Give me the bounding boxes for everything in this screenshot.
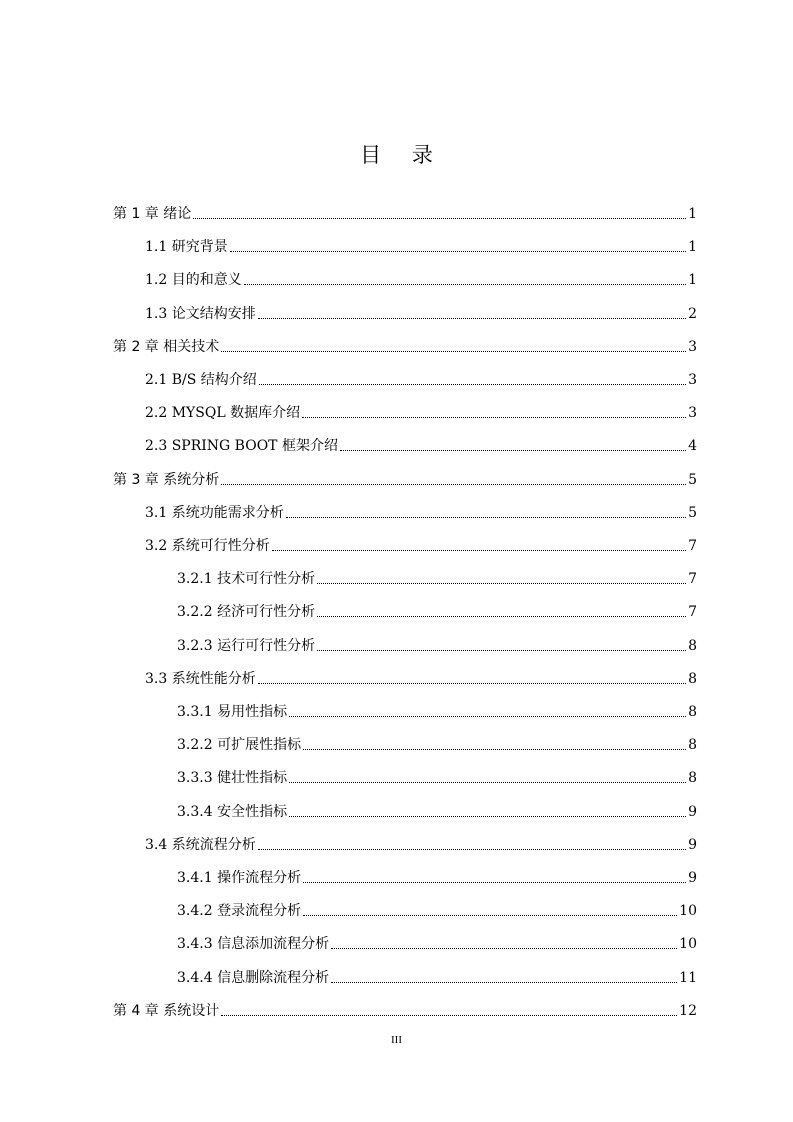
dot-leader xyxy=(286,516,686,518)
toc-entry-page: 10 xyxy=(679,903,697,920)
toc-entry-label: 3.4.3 信息添加流程分析 xyxy=(177,936,330,953)
toc-entry-label: 1.1 研究背景 xyxy=(145,239,228,256)
toc-entry-page: 7 xyxy=(688,538,697,554)
toc-entry-page: 3 xyxy=(688,405,697,422)
toc-entry-page: 8 xyxy=(688,770,697,787)
toc-entry[interactable] xyxy=(177,601,697,621)
toc-entry-page: 5 xyxy=(688,471,697,488)
toc-entry-page: 5 xyxy=(688,504,697,521)
dot-leader xyxy=(303,881,686,883)
page-number: III xyxy=(391,1034,402,1046)
toc-entry-label: 3.2.3 运行可行性分析 xyxy=(177,637,316,654)
dot-leader xyxy=(317,582,686,584)
toc-entry-label: 3.3.3 健壮性指标 xyxy=(177,770,288,787)
toc-entry-label: 3.2.2 可扩展性指标 xyxy=(177,737,302,754)
toc-entry-label: 3.2.2 经济可行性分析 xyxy=(177,604,316,621)
toc-entry[interactable] xyxy=(145,269,697,289)
toc-entry-label: 3.4 系统流程分析 xyxy=(145,836,256,853)
toc-entry-page: 3 xyxy=(688,372,697,388)
toc-entry-page: 8 xyxy=(688,704,697,720)
toc-entry[interactable] xyxy=(145,502,697,522)
dot-leader xyxy=(331,981,677,983)
toc-entry-page: 7 xyxy=(688,571,697,588)
toc-entry[interactable] xyxy=(113,336,697,356)
dot-leader xyxy=(244,283,686,285)
toc-entry-label: 3.4.1 操作流程分析 xyxy=(177,870,302,886)
dot-leader xyxy=(289,781,686,783)
toc-entry[interactable] xyxy=(177,767,697,787)
toc-entry-label: 3.4.4 信息删除流程分析 xyxy=(177,969,330,986)
toc-entry-label: 第 4 章 系统设计 xyxy=(113,1002,220,1019)
toc-entry-page: 9 xyxy=(688,870,697,886)
toc-entry-page: 12 xyxy=(679,1002,697,1019)
toc-entry[interactable] xyxy=(145,236,697,256)
toc-entry[interactable] xyxy=(145,668,697,688)
toc-entry-page: 9 xyxy=(688,836,697,853)
toc-entry[interactable] xyxy=(113,203,697,223)
dot-leader xyxy=(317,615,686,617)
dot-leader xyxy=(221,350,686,352)
toc-entry[interactable] xyxy=(177,701,697,721)
dot-leader xyxy=(303,748,686,750)
toc-entry-label: 3.3 系统性能分析 xyxy=(145,670,256,687)
toc-entry-label: 3.2 系统可行性分析 xyxy=(145,538,270,554)
toc-entry[interactable] xyxy=(145,402,697,422)
toc-entry[interactable] xyxy=(177,967,697,987)
dot-leader xyxy=(258,848,686,850)
toc-entry-page: 1 xyxy=(688,239,697,256)
toc-entry-label: 3.3.4 安全性指标 xyxy=(177,803,288,820)
dot-leader xyxy=(340,449,686,451)
toc-entry-page: 8 xyxy=(688,670,697,687)
toc-entry-label: 3.1 系统功能需求分析 xyxy=(145,504,284,521)
dot-leader xyxy=(303,914,677,916)
toc-entry-page: 9 xyxy=(688,803,697,820)
dot-leader xyxy=(230,250,686,252)
dot-leader xyxy=(272,549,686,551)
toc-entry-label: 3.2.1 技术可行性分析 xyxy=(177,571,316,588)
toc-entry-label: 1.3 论文结构安排 xyxy=(145,305,256,322)
toc-entry[interactable] xyxy=(145,435,697,455)
toc-entry-page: 8 xyxy=(688,637,697,654)
toc-entry[interactable] xyxy=(113,1000,697,1020)
toc-entry-page: 7 xyxy=(688,604,697,621)
toc-entry[interactable] xyxy=(177,900,697,920)
dot-leader xyxy=(259,383,686,385)
dot-leader xyxy=(221,483,686,485)
toc-entry-page: 1 xyxy=(688,206,697,222)
toc-entry-label: 3.4.2 登录流程分析 xyxy=(177,903,302,920)
toc-entry-page: 4 xyxy=(688,438,697,455)
toc-entry[interactable] xyxy=(177,568,697,588)
dot-leader xyxy=(221,1014,677,1016)
toc-entry[interactable] xyxy=(145,834,697,854)
toc-entry[interactable] xyxy=(177,635,697,655)
toc-entry[interactable] xyxy=(177,734,697,754)
dot-leader xyxy=(331,947,677,949)
toc-entry-page: 1 xyxy=(688,272,697,289)
dot-leader xyxy=(317,649,686,651)
toc-entry[interactable] xyxy=(177,867,697,887)
toc-entry-label: 2.3 SPRING BOOT 框架介绍 xyxy=(145,438,338,455)
toc-entry-label: 第 3 章 系统分析 xyxy=(113,471,220,488)
dot-leader xyxy=(289,815,686,817)
toc-entry[interactable] xyxy=(177,801,697,821)
toc-entry-page: 2 xyxy=(688,305,697,322)
toc-entry-label: 1.2 目的和意义 xyxy=(145,272,242,289)
toc-entry[interactable] xyxy=(145,535,697,555)
dot-leader xyxy=(302,416,686,418)
dot-leader xyxy=(258,317,686,319)
toc-entry[interactable] xyxy=(177,933,697,953)
dot-leader xyxy=(193,217,686,219)
toc-entry-page: 10 xyxy=(679,936,697,953)
toc-entry-page: 3 xyxy=(688,338,697,355)
dot-leader xyxy=(289,715,686,717)
dot-leader xyxy=(258,682,686,684)
toc-entry-page: 8 xyxy=(688,737,697,754)
page-title: 目 录 xyxy=(360,143,445,167)
toc-entry[interactable] xyxy=(145,369,697,389)
toc-entry-label: 2.2 MYSQL 数据库介绍 xyxy=(145,405,301,422)
toc-entry-label: 第 2 章 相关技术 xyxy=(113,338,220,355)
toc-entry-label: 3.3.1 易用性指标 xyxy=(177,704,288,720)
toc-entry-label: 2.1 B/S 结构介绍 xyxy=(145,372,257,388)
toc-entry[interactable] xyxy=(113,469,697,489)
toc-entry-page: 11 xyxy=(679,969,697,986)
toc-entry-label: 第 1 章 绪论 xyxy=(113,206,192,222)
toc-entry[interactable] xyxy=(145,303,697,323)
